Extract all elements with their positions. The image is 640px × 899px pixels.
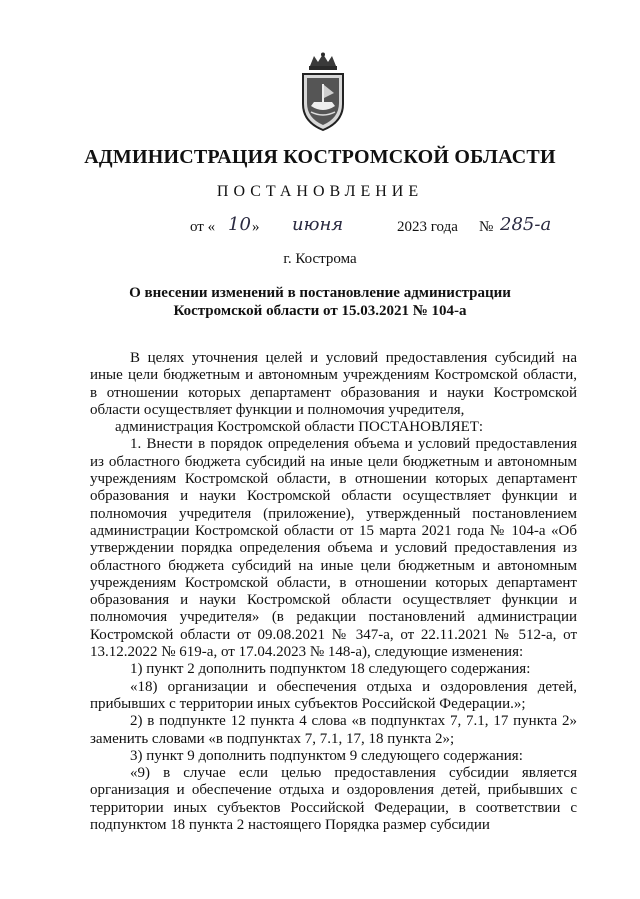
organization-title: АДМИНИСТРАЦИЯ КОСТРОМСКОЙ ОБЛАСТИ [84,146,556,168]
paragraph-quote-18: «18) организации и обеспечения отдыха и оздоровления детей, прибывших с территории иных субъектов Российской Федерации.»; [90,678,577,712]
number-sign: № [479,219,494,235]
date-day: 10 [228,214,251,235]
city: г. Кострома [283,251,357,267]
paragraph-subitem-1: 1) пункт 2 дополнить подпунктом 18 следующего содержания: [130,661,531,678]
paragraph-subitem-3: 3) пункт 9 дополнить подпунктом 9 следующего содержания: [130,747,523,764]
date-quote-close: » [252,219,260,235]
date-year: 2023 года [397,219,458,235]
coat-of-arms-icon [296,52,350,134]
document-subject [90,284,550,320]
document-body [90,350,577,834]
date-month: июня [292,214,344,235]
paragraph-subitem-2: 2) в подпункте 12 пункта 4 слова «в подпунктах 7, 7.1, 17 пункта 2» заменить словами «в подпунктах 7, 7.1, 17, 18 пункта 2»; [90,713,577,747]
paragraph-resolves: администрация Костромской области ПОСТАНОВЛЯЕТ: [115,419,484,436]
date-prefix: от « [190,219,216,235]
paragraph-quote-9: «9) в случае если целью предоставления субсидии является организация и обеспечение отдыха и оздоровления детей, прибывших с территории иных субъектов Российской Федерации, в соответствии с подпунктом 18 пункта 2 настоящего Порядка размер субсидии [90,765,577,834]
paragraph-item-1: 1. Внести в порядок определения объема и условий предоставления из областного бюджета субсидий на иные цели бюджетным и автономным учреждениям Костромской области, в отношении которых департамент образования и науки Костромской области осуществляет функции и полномочия учредителя (приложение), утвержденный постановлением администрации Костромской области от 15 марта 2021 года № 104-а «Об утверждении порядка определения объема и условий предоставления из областного бюджета субсидий на иные цели бюджетным и автономным учреждениям Костромской области, в отношении которых департамент образования и науки Костромской области осуществляет функции и полномочия учредителя» (в редакции постановлений администрации Костромской области от 09.08.2021 № 347-а, от 22.11.2021 № 512-а, от 13.12.2022 № 619-а, от 17.04.2023 № 148-а), следующие изменения: [90,436,577,661]
subject-line-1: О внесении изменений в постановление администрации [129,285,511,301]
paragraph-purpose: В целях уточнения целей и условий предоставления субсидий на иные цели бюджетным и автономным учреждениям Костромской области, в отношении которых департамент образования и науки Костромской области осуществляет функции и полномочия учредителя, [90,350,577,418]
document-number: 285-а [500,214,552,235]
document-type: ПОСТАНОВЛЕНИЕ [216,183,424,200]
date-line [0,216,640,240]
subject-line-2: Костромской области от 15.03.2021 № 104-а [173,303,467,319]
